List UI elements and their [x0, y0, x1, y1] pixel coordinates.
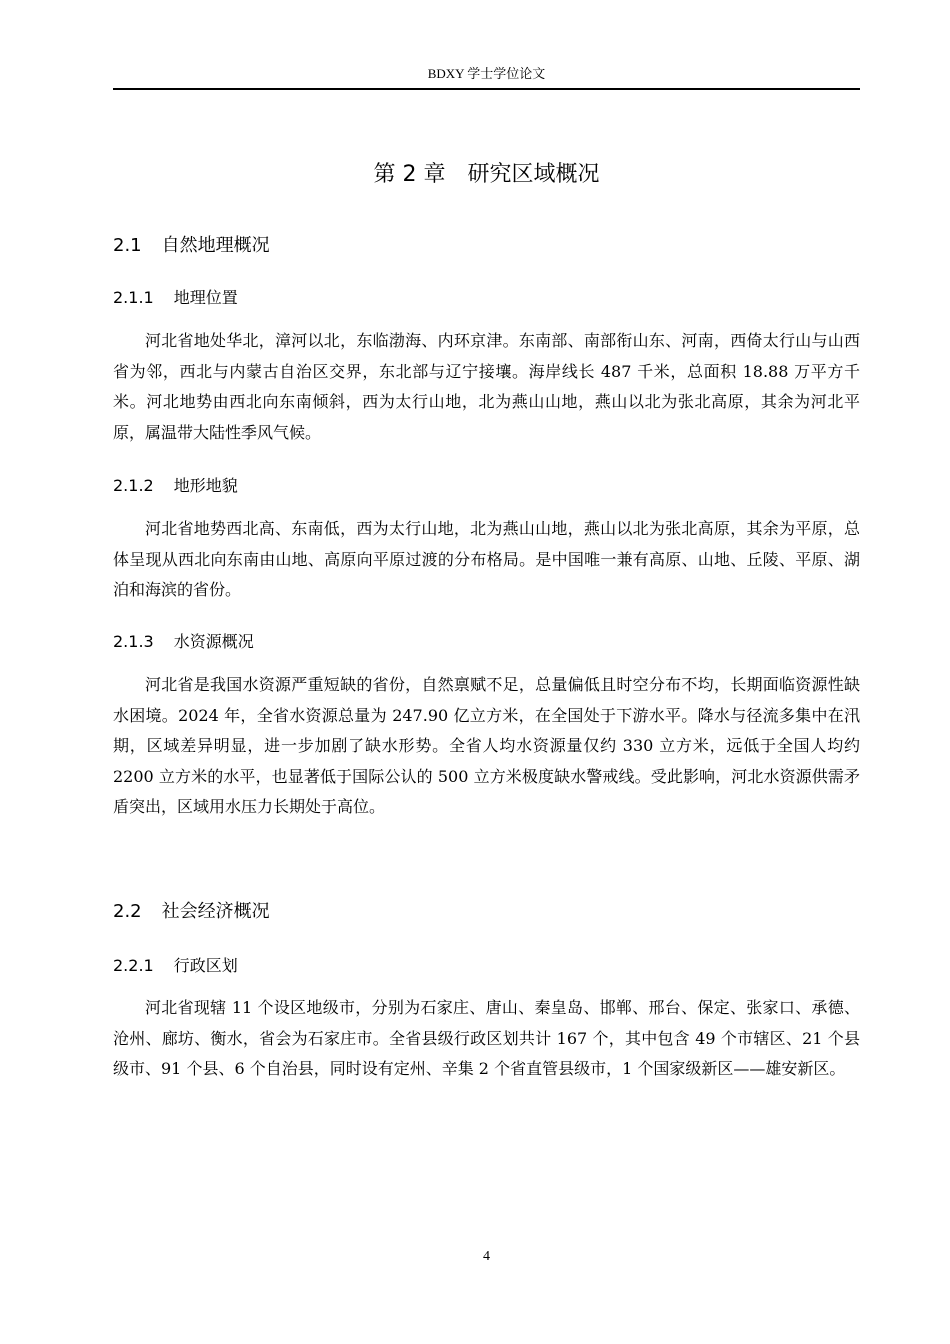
page-number: 4: [483, 1249, 490, 1264]
paragraph-landform: 河北省地势西北高、东南低，西为太行山地，北为燕山山地，燕山以北为张北高原，其余为平原，总体呈现从西北向东南由山地、高原向平原过渡的分布格局。是中国唯一兼有高原、山地、丘陵、平原、湖泊和海滨的省份。: [113, 519, 860, 599]
subsection-heading-2-1-3: [113, 631, 254, 653]
section-heading-2-2: [113, 900, 270, 924]
chapter-title: 第 2 章 研究区域概况: [373, 162, 600, 187]
subsection-number: 2.1.2: [113, 476, 154, 495]
subsection-title: 行政区划: [173, 956, 238, 975]
subsection-number: 2.1.3: [113, 632, 154, 651]
header-rule: [113, 88, 860, 90]
section-heading-2-1: [113, 234, 270, 258]
paragraph-water-resources: 河北省是我国水资源严重短缺的省份，自然禀赋不足，总量偏低且时空分布不均，长期面临资源性缺水困境。2024 年，全省水资源总量为 247.90 亿立方米，在全国处于下游水平。降水与径流多集中在汛期，区域差异明显，进一步加剧了缺水形势。全省人均水资源量仅约 330 立方米，远低于全国人均约 2200 立方米的水平，也显著低于国际公认的 500 立方米极度缺水警戒线。受此影响，河北水资源供需矛盾突出，区域用水压力长期处于高位。: [113, 675, 860, 816]
paragraph-administrative-division: 河北省现辖 11 个设区地级市，分别为石家庄、唐山、秦皇岛、邯郸、邢台、保定、张家口、承德、沧州、廊坊、衡水，省会为石家庄市。全省县级行政区划共计 167 个，其中包含 49 个市辖区、21 个县级市、91 个县、6 个自治县，同时设有定州、辛集 2 个省直管县级市，1 个国家级新区——雄安新区。: [113, 998, 860, 1078]
section-number: 2.2: [113, 901, 142, 922]
paragraph-location: 河北省地处华北，漳河以北，东临渤海、内环京津。东南部、南部衔山东、河南，西倚太行山与山西省为邻，西北与内蒙古自治区交界，东北部与辽宁接壤。海岸线长 487 千米，总面积 18.88 万平方千米。河北地势由西北向东南倾斜，西为太行山地，北为燕山山地，燕山以北为张北高原，其余为河北平原，属温带大陆性季风气候。: [113, 331, 860, 442]
subsection-title: 地理位置: [173, 288, 238, 307]
subsection-heading-2-1-1: [113, 287, 238, 309]
subsection-heading-2-2-1: [113, 955, 238, 977]
section-title: 自然地理概况: [161, 235, 270, 256]
running-header: BDXY 学士学位论文: [427, 66, 546, 81]
subsection-title: 水资源概况: [173, 632, 254, 651]
subsection-heading-2-1-2: [113, 475, 238, 497]
section-title: 社会经济概况: [161, 901, 270, 922]
subsection-title: 地形地貌: [173, 476, 238, 495]
section-number: 2.1: [113, 235, 142, 256]
subsection-number: 2.1.1: [113, 288, 154, 307]
subsection-number: 2.2.1: [113, 956, 154, 975]
